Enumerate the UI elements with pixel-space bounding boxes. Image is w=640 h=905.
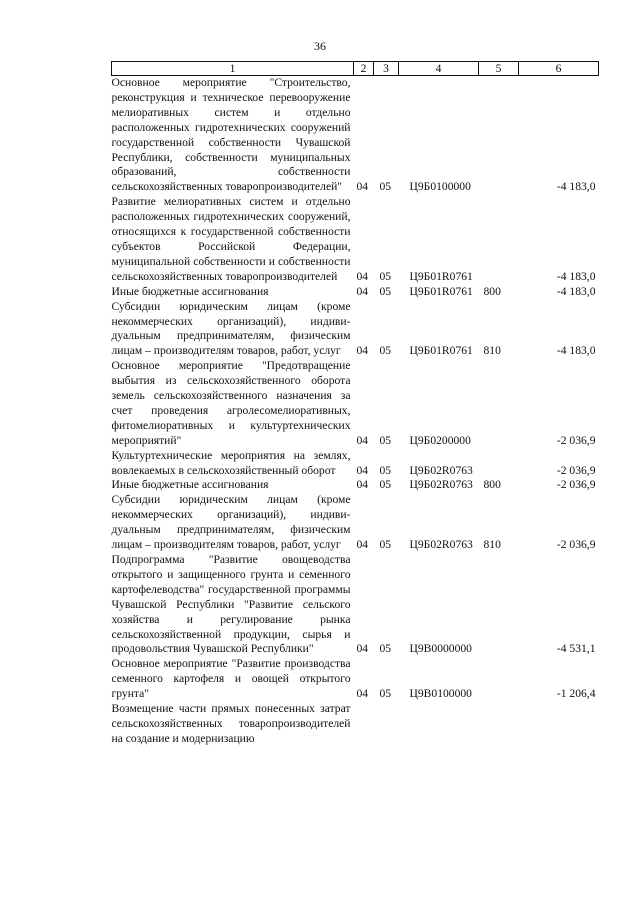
- row-subsection-code: 05: [379, 284, 392, 298]
- row-expense-type: [479, 76, 519, 196]
- row-expense-type: [479, 702, 519, 747]
- budget-table: [111, 61, 599, 747]
- row-subsection-code: 05: [379, 538, 392, 552]
- row-name: Основное мероприятие "Предотвращение выбытия из сельскохозяйственного оборота земель сельскохозяйственного назначения за счет проведения агролесомелиоративных, фитомелиоративных и культуртехнических мероприятий": [111, 359, 351, 447]
- column-header-5: 5: [479, 62, 519, 76]
- row-name: Возмещение части прямых понесенных затрат сельскохозяйственных товаропроизводителей на создание и модернизацию: [111, 702, 351, 745]
- row-amount: -4 183,0: [556, 344, 596, 358]
- row-amount: -2 036,9: [556, 478, 596, 492]
- row-amount: -4 183,0: [556, 284, 596, 298]
- table-row: [112, 657, 599, 702]
- row-section-code: 04: [356, 478, 369, 492]
- row-section-code: 04: [356, 284, 369, 298]
- column-header-4: 4: [399, 62, 479, 76]
- row-subsection-code: [374, 702, 399, 747]
- table-row: [112, 478, 599, 493]
- row-expense-type: 800: [483, 478, 501, 492]
- row-name: Культуртехнические мероприятия на землях, вовлекаемых в сельскохозяйственный оборот: [111, 448, 351, 477]
- row-expense-type: [479, 553, 519, 657]
- row-name: Иные бюджетные ассигнования: [111, 284, 269, 298]
- row-expense-type: [479, 657, 519, 702]
- row-target-article: Ц9Б02R0763: [409, 463, 473, 477]
- row-subsection-code: 05: [379, 433, 392, 447]
- row-section-code: 04: [356, 344, 369, 358]
- row-amount: -1 206,4: [556, 687, 596, 701]
- row-target-article: [399, 702, 479, 747]
- column-header-3: 3: [374, 62, 399, 76]
- row-expense-type: 810: [483, 344, 501, 358]
- row-name: Развитие мелиоративных систем и отдельно расположенных гидротехнических сооружений, относящихся к государственной собственности субъектов Российской Федерации, муниципальной собственности и собственности сельскохозяйственных товаропроизводителей: [111, 195, 351, 283]
- row-name: Субсидии юридическим лицам (кроме некоммерческих организаций), индивидуальным предпринимателям, физическим лицам – производителям товаров, работ, услуг: [111, 299, 351, 358]
- row-section-code: 04: [356, 433, 369, 447]
- row-amount: -2 036,9: [556, 463, 596, 477]
- row-section-code: 04: [356, 642, 369, 656]
- row-subsection-code: 05: [379, 344, 392, 358]
- table-row: [112, 285, 599, 300]
- table-row: [112, 76, 599, 196]
- row-section-code: 04: [356, 687, 369, 701]
- row-expense-type: [479, 195, 519, 284]
- table-row: [112, 553, 599, 657]
- row-subsection-code: 05: [379, 687, 392, 701]
- row-subsection-code: 05: [379, 180, 392, 194]
- row-name: Подпрограмма "Развитие овощеводства открытого и защищенного грунта и семенного картофелеводства" государственной программы Чувашской Республики "Развитие сельского хозяйства и регулирование рынка сельскохозяйственной продукции, сырья и продовольствия Чувашской Республики": [111, 553, 351, 656]
- row-section-code: 04: [356, 269, 369, 283]
- table-row: [112, 300, 599, 360]
- row-target-article: Ц9В0100000: [409, 687, 472, 701]
- row-subsection-code: 05: [379, 478, 392, 492]
- row-name: Иные бюджетные ассигнования: [111, 478, 269, 492]
- table-row: [112, 195, 599, 284]
- row-target-article: Ц9Б01R0761: [409, 269, 473, 283]
- column-header-6: 6: [519, 62, 599, 76]
- row-section-code: 04: [356, 463, 369, 477]
- row-amount: -2 036,9: [556, 433, 596, 447]
- row-target-article: Ц9Б02R0763: [409, 538, 473, 552]
- column-header-1: 1: [112, 62, 354, 76]
- row-expense-type: [479, 359, 519, 448]
- row-expense-type: [479, 449, 519, 479]
- row-target-article: Ц9Б01R0761: [409, 344, 473, 358]
- row-target-article: Ц9Б0100000: [409, 180, 471, 194]
- table-row: [112, 449, 599, 479]
- row-name: Основное мероприятие "Строительство, реконструкция и техническое перевооружение мелиоративных систем и отдельно расположенных гидротехнических сооружений государственной собственности Чувашской Республики, собственности муниципальных образований, собственности сельскохозяйственных товаропроизводителей": [111, 76, 351, 194]
- row-section-code: 04: [356, 538, 369, 552]
- page-number: 36: [314, 39, 326, 53]
- row-expense-type: 800: [483, 284, 501, 298]
- row-amount: -4 183,0: [556, 180, 596, 194]
- row-amount: -2 036,9: [556, 538, 596, 552]
- row-subsection-code: 05: [379, 463, 392, 477]
- table-row: [112, 702, 599, 747]
- row-target-article: Ц9Б01R0761: [409, 284, 473, 298]
- table-row: [112, 359, 599, 448]
- row-name: Субсидии юридическим лицам (кроме некоммерческих организаций), индивидуальным предпринимателям, физическим лицам – производителям товаров, работ, услуг: [111, 493, 351, 552]
- row-target-article: Ц9Б0200000: [409, 433, 471, 447]
- row-target-article: Ц9Б02R0763: [409, 478, 473, 492]
- row-name: Основное мероприятие "Развитие производства семенного картофеля и овощей открытого грунта": [111, 657, 351, 701]
- row-subsection-code: 05: [379, 269, 392, 283]
- row-amount: [519, 702, 599, 747]
- row-target-article: Ц9В0000000: [409, 642, 472, 656]
- table-header-row: [112, 62, 599, 76]
- table-row: [112, 493, 599, 553]
- row-amount: -4 183,0: [556, 269, 596, 283]
- row-section-code: 04: [356, 180, 369, 194]
- row-expense-type: 810: [483, 538, 501, 552]
- row-subsection-code: 05: [379, 642, 392, 656]
- row-section-code: [354, 702, 374, 747]
- row-amount: -4 531,1: [556, 642, 596, 656]
- column-header-2: 2: [354, 62, 374, 76]
